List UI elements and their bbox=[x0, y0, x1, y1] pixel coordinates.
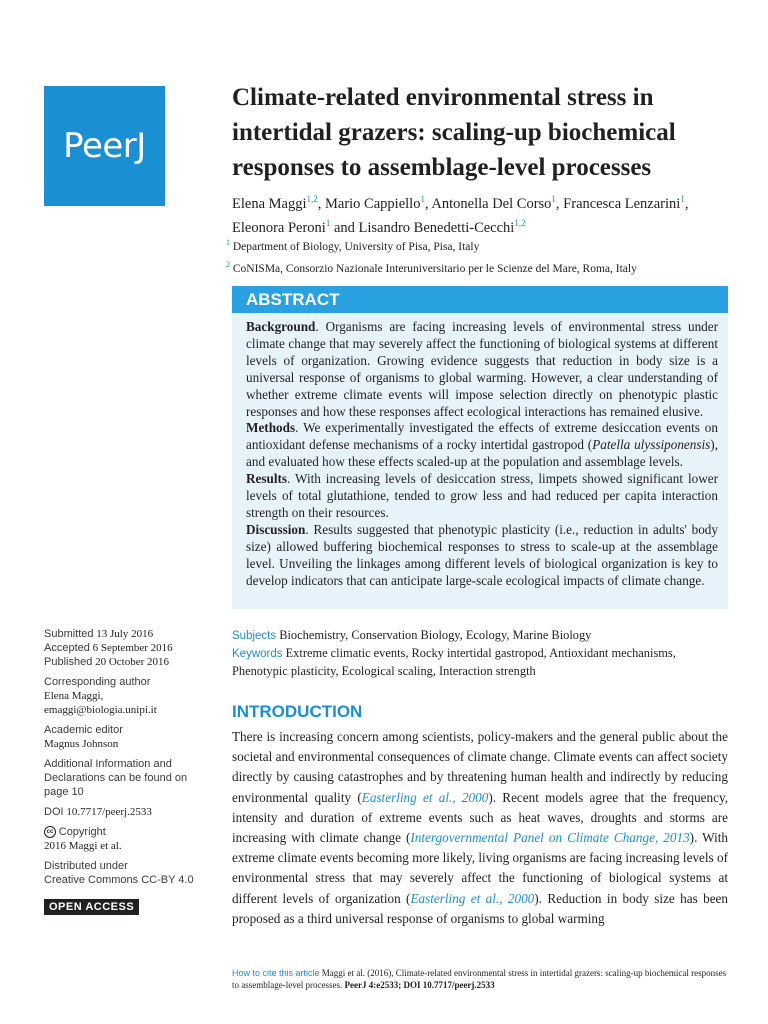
author[interactable]: Mario Cappiello$^1$ bbox=[325, 194, 425, 212]
introduction-heading: INTRODUCTION bbox=[232, 702, 363, 721]
citation-link[interactable]: Intergovernmental Panel on Climate Change, 2013 bbox=[410, 830, 690, 846]
license-link[interactable]: Creative Commons CC-BY 4.0 bbox=[44, 874, 194, 886]
open-access-badge: OPEN ACCESS bbox=[44, 899, 139, 915]
abstract-heading: ABSTRACT bbox=[232, 286, 728, 313]
subjects-keywords bbox=[232, 627, 732, 680]
author-list: Elena Maggi$^{1,2}$, Mario Cappiello$^1$, Antonella Del Corso$^1$, Francesca Lenzarini$^1$, Eleonora Peroni$^1$ and Lisandro Benedetti-Cecchi$^{1,2}$ bbox=[232, 194, 689, 236]
affiliation: $^2$ CoNISMa, Consorzio Nazionale Interuniversitario per le Scienze del Mare, Roma, Italy bbox=[226, 259, 637, 275]
article-sidebar bbox=[44, 627, 214, 915]
abstract-methods: Methods. We experimentally investigated the effects of extreme desiccation events on antioxidant defense mechanisms of a rocky intertidal gastropod (Patella ulyssiponensis), and evaluated how these effects scaled-up at the population and assemblage levels. bbox=[246, 420, 718, 470]
author-conjunction: and bbox=[333, 219, 355, 236]
article-title: Climate-related environmental stress in intertidal grazers: scaling-up biochemical responses to assemblage-level processes bbox=[232, 84, 676, 181]
additional-info-link[interactable]: Additional Information and Declarations can be found on page 10 bbox=[44, 758, 188, 798]
corresponding-email-link[interactable]: emaggi@biologia.unipi.it bbox=[44, 704, 157, 716]
affiliation: $^1$ Department of Biology, University of Pisa, Pisa, Italy bbox=[226, 238, 480, 253]
peerj-logo[interactable] bbox=[44, 86, 165, 206]
subjects: Subjects Biochemistry, Conservation Biology, Ecology, Marine Biology bbox=[232, 628, 592, 642]
abstract-discussion: Discussion. Results suggested that phenotypic plasticity (i.e., reduction in adults' body size) allowed buffering biochemical responses to stress to scale-up at the assemblage level. Unveiling the linkages among different levels of biological organization is key to develop indicators that can anticipate large-scale ecological impacts of climate change. bbox=[246, 521, 718, 588]
introduction-text: There is increasing concern among scientists, policy-makers and the general public about the societal and environmental consequences of climate change. Climate events can affect society directly by causing catastrophes and by threatening human health and indirectly by reducing environmental quality (Easterling et al., 2000). Recent models agree that the frequency, intensity and duration of extreme events such as heat waves, droughts and storms are increasing with climate change (Intergovernmental Panel on Climate Change, 2013). With extreme climate events becoming more likely, living organisms are facing increasing levels of environmental stress that may severely affect the functioning of biological systems at different levels of organization (Easterling et al., 2000). Reduction in body size has been proposed as a third universal response of organisms to global warming bbox=[232, 729, 729, 926]
citation-link[interactable]: Easterling et al., 2000 bbox=[361, 789, 489, 805]
citation-link[interactable]: Easterling et al., 2000 bbox=[410, 890, 535, 906]
logo-text: PeerJ bbox=[63, 126, 146, 166]
dates: Submitted 13 July 2016 Accepted 6 September 2016 Published 20 October 2016 bbox=[44, 628, 173, 668]
corresponding-author: Corresponding author Elena Maggi, emaggi@biologia.unipi.it bbox=[44, 675, 214, 717]
keywords: Keywords Extreme climatic events, Rocky intertidal gastropod, Antioxidant mechanisms, Phenotypic plasticity, Ecological scaling, Interaction strength bbox=[232, 646, 676, 678]
copyright: cc Copyright 2016 Maggi et al. bbox=[44, 826, 122, 852]
author[interactable]: Francesca Lenzarini$^1$ bbox=[563, 194, 685, 212]
author[interactable]: Eleonora Peroni$^1$ bbox=[232, 217, 331, 236]
doi[interactable]: DOI 10.7717/peerj.2533 bbox=[44, 806, 152, 818]
author[interactable]: Lisandro Benedetti-Cecchi$^{1,2}$ bbox=[358, 217, 526, 236]
citation-footer: How to cite this article Maggi et al. (2016), Climate-related environmental stress in intertidal grazers: scaling-up biochemical responses to assemblage-level processes. PeerJ 4:e2533; DOI 10.7717/peerj.2533 bbox=[232, 968, 727, 990]
affiliations bbox=[226, 234, 746, 278]
abstract-background: Background. Organisms are facing increasing levels of environmental stress under climate change that may severely affect the functioning of biological systems at different levels of organization. Growing evidence suggests that reduction in body size is a universal response of organisms to global warming. However, a clear understanding of whether extreme climate events will impose selection directly on phenotypic plastic responses and how these responses affect ecological interactions has remained elusive. bbox=[246, 319, 718, 419]
creative-commons-icon: cc bbox=[44, 826, 56, 838]
author[interactable]: Antonella Del Corso$^1$ bbox=[431, 194, 556, 212]
author[interactable]: Elena Maggi$^{1,2}$ bbox=[232, 194, 318, 212]
abstract-results: Results. With increasing levels of desiccation stress, limpets showed significant lower levels of total glutathione, tended to grow less and had reduced per capita interaction strength on their resources. bbox=[246, 471, 718, 520]
abstract-box bbox=[232, 286, 728, 609]
abstract-body bbox=[232, 313, 728, 590]
academic-editor: Academic editor Magnus Johnson bbox=[44, 724, 123, 750]
license: Distributed under Creative Commons CC-BY 4.0 bbox=[44, 859, 214, 887]
